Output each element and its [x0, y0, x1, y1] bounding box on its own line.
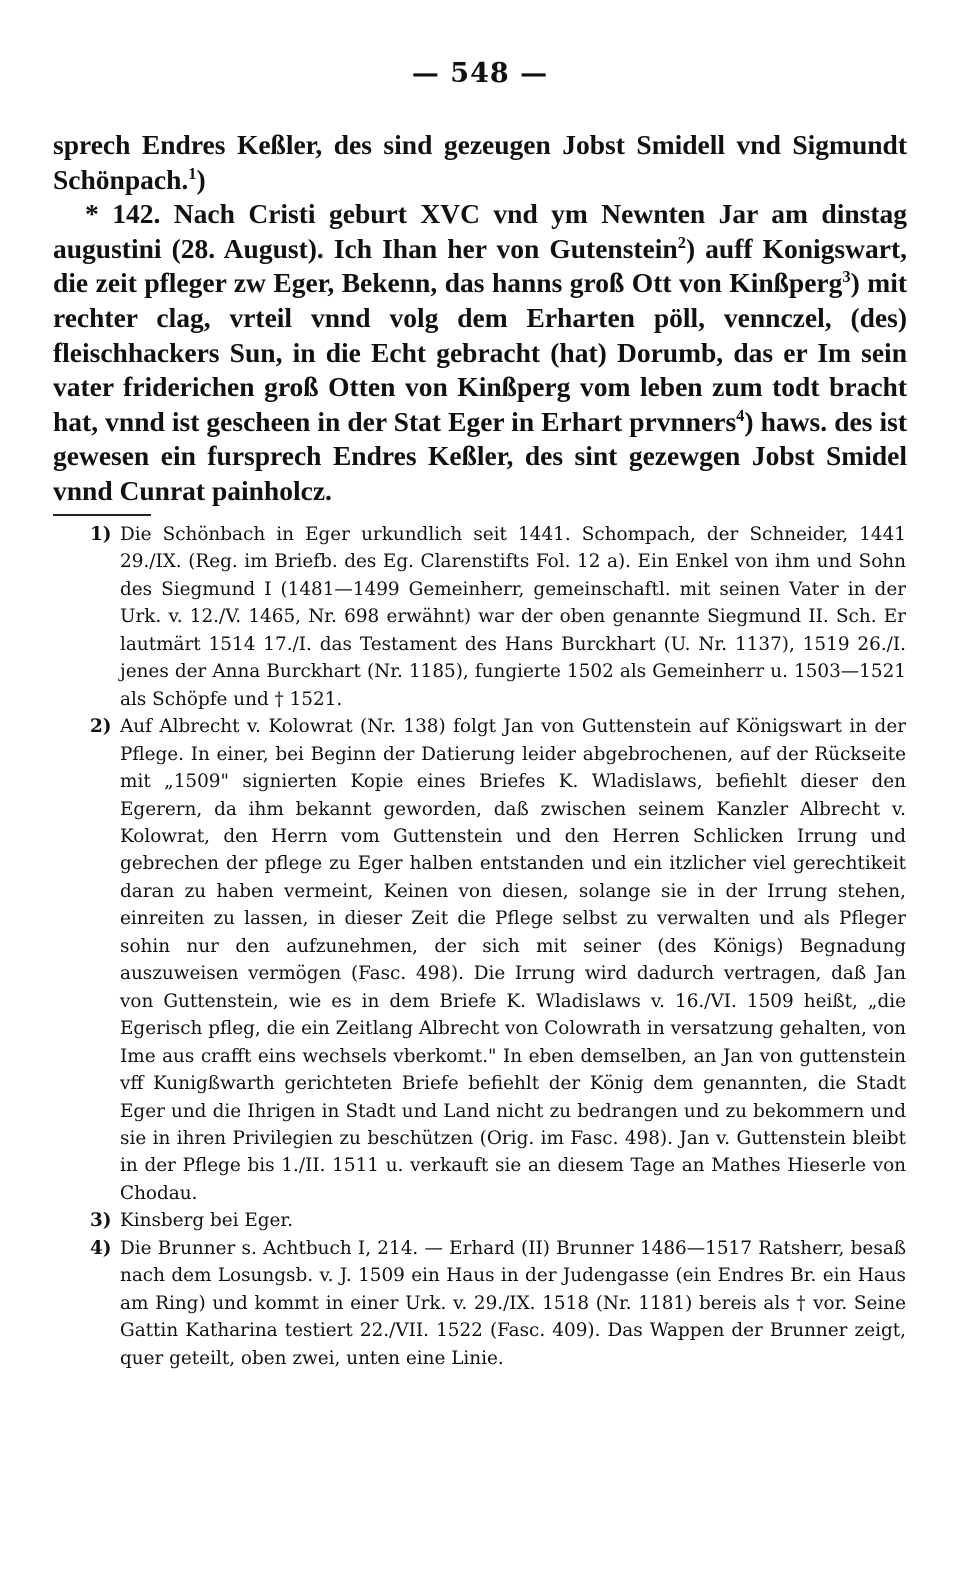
entry-142 [53, 197, 907, 508]
entry-text-b: ) auff Konigswart, die zeit pfleger zw Eger, Bekenn, das hanns groß Ott von Kinßperg [53, 232, 907, 299]
main-text [53, 128, 907, 509]
footnote-divider [53, 514, 151, 516]
footnote-text: Kinsberg bei Eger. [120, 1210, 294, 1232]
entry-text-c: ) mit rechter clag, vrteil vnnd volg dem Erharten pöll, vennczel, (des) fleischhackers Sun, in die Echt gebracht (hat) Dorumb, das er Im sein vater friderichen groß Otten von Kinßperg vom leben zum todt bracht hat, vnnd ist gescheen in der Stat Eger in Erhart prvnners [53, 267, 907, 437]
footnote-number: 1) [90, 524, 112, 545]
page-number: — 548 — [411, 58, 549, 89]
footnote-2 [90, 713, 906, 1207]
footnote-text: Auf Albrecht v. Kolowrat (Nr. 138) folgt Jan von Guttenstein auf Königswart in der Pflege. In einer, bei Beginn der Datierung leider abgebrochenen, auf der Rückseite mit „1509" signierten Kopie eines Briefes K. Wladislaws, befiehlt dieser den Egerern, da ihm bekannt geworden, daß zwischen seinem Kanzler Albrecht v. Kolowrat, den Herrn vom Guttenstein und den Herren Schlicken Irrung und gebrechen der pflege zu Eger halben entstanden und ein itzlicher viel gerechtikeit daran zu haben vermeint, Keinen von diesen, solange sie in der Irrung stehen, einreiten zu lassen, in dieser Zeit die Pflege selbst zu verwalten und als Pfleger sohin nur den aufzunehmen, der sich mit seiner (des Königs) Begnadung auszuweisen vermögen (Fasc. 498). Die Irrung wird dadurch vertragen, daß Jan von Guttenstein, wie es in dem Briefe K. Wladislaws v. 16./VI. 1509 heißt, „die Egerisch pfleg, die ein Zeitlang Albrecht von Colowrath in versatzung gehalten, von Ime aus crafft eins wechsels vberkomt." In eben demselben, an Jan von guttenstein vff Kunigßwarth gerichteten Briefe befiehlt der König dem genannten, die Stadt Eger und die Ihrigen in Stadt und Land nicht zu bedrangen und zu bekommern und sie in ihren Privilegien zu beschützen (Orig. im Fasc. 498). Jan v. Guttenstein bleibt in der Pflege bis 1./II. 1511 u. verkauft sie an diesem Tage an Mathes Hieserle von Chodau. [120, 716, 906, 1204]
footnote-3 [90, 1207, 906, 1234]
footnote-4 [90, 1235, 906, 1372]
continuation-paragraph [53, 128, 907, 197]
footnote-number: 4) [90, 1237, 112, 1259]
footnote-1 [90, 521, 906, 713]
continuation-text: sprech Endres Keßler, des sind gezeugen Jobst Smidell vnd Sigmundt Schönpach. [53, 129, 907, 195]
footnote-ref-2: 2 [677, 232, 686, 252]
footnote-number: 3) [90, 1210, 112, 1232]
footnote-ref-1: 1 [188, 163, 197, 183]
paren: ) [196, 163, 206, 195]
footnote-ref-3: 3 [842, 267, 851, 287]
footnote-ref-4: 4 [736, 405, 745, 425]
entry-text-d: ) haws. des ist gewesen ein fursprech Endres Keßler, des sint gezewgen Jobst Smidel vnnd Cunrat painholcz. [53, 405, 907, 506]
footnote-number: 2) [90, 716, 112, 738]
footnotes [90, 521, 906, 1372]
footnote-text: Die Schönbach in Eger urkundlich seit 1441. Schompach, der Schneider, 1441 29./IX. (Reg. im Briefb. des Eg. Clarenstifts Fol. 12 a). Ein Enkel von ihm und Sohn des Siegmund I (1481—1499 Gemeinherr, gemeinschaftl. mit seinen Vater in der Urk. v. 12./V. 1465, Nr. 698 erwähnt) war der oben genannte Siegmund II. Sch. Er lautmärt 1514 17./I. das Testament des Hans Burckhart (U. Nr. 1137), 1519 26./I. jenes der Anna Burckhart (Nr. 1185), fungierte 1502 als Gemeinherr u. 1503—1521 als Schöpfe und † 1521. [120, 524, 906, 710]
entry-text-a: * 142. Nach Cristi geburt XVC vnd ym Newnten Jar am dinstag augustini (28. August). Ich Ihan her von Gutenstein [53, 198, 907, 264]
footnote-text: Die Brunner s. Achtbuch I, 214. — Erhard (II) Brunner 1486—1517 Ratsherr, besaß nach dem Losungsb. v. J. 1509 ein Haus in der Judengasse (ein Endres Br. ein Haus am Ring) und kommt in einer Urk. v. 29./IX. 1518 (Nr. 1181) bereis als † vor. Seine Gattin Katharina testiert 22./VII. 1522 (Fasc. 409). Das Wappen der Brunner zeigt, quer geteilt, oben zwei, unten eine Linie. [120, 1237, 906, 1369]
